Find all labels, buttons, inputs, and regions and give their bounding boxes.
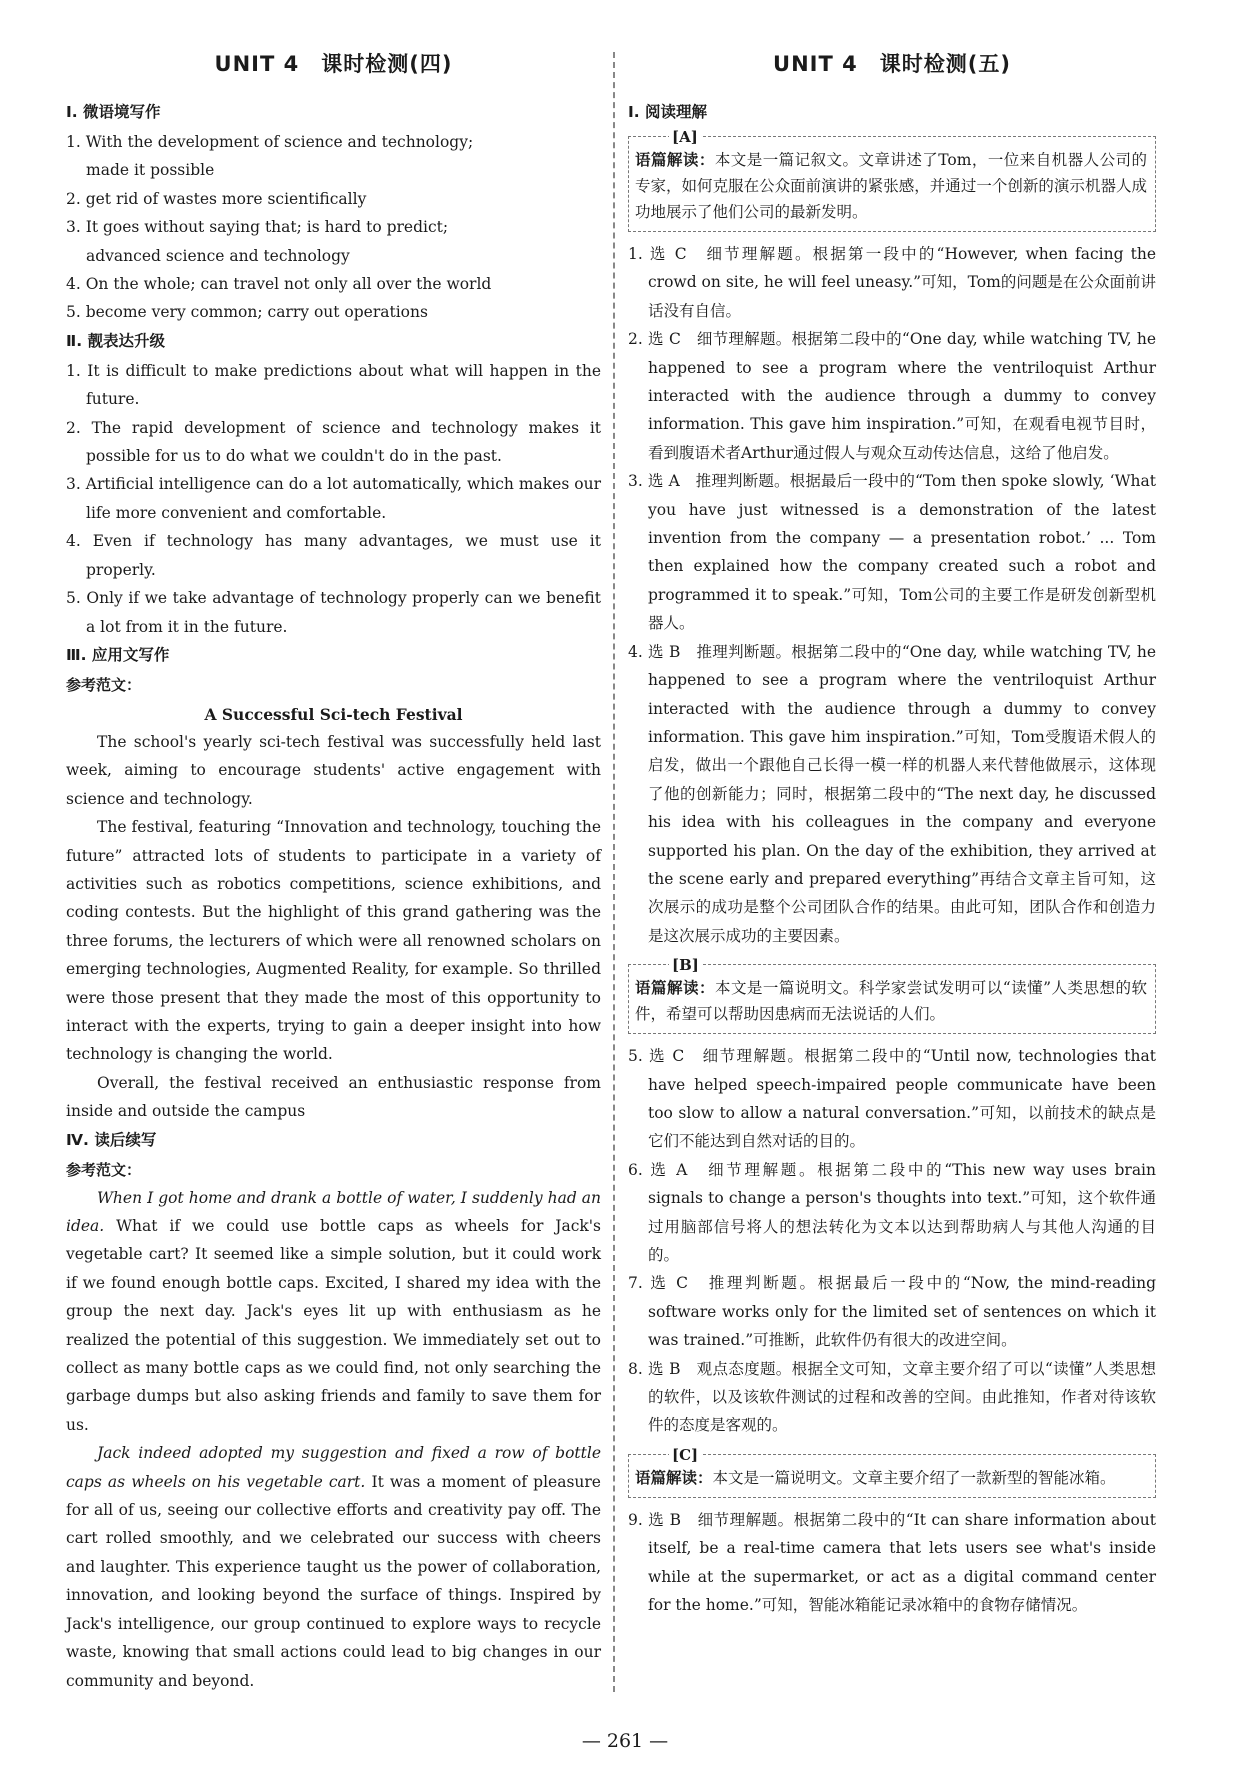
answer-item: 3. 选 A 推理判断题。根据最后一段中的“Tom then spoke slowly, ‘What you have just witnessed is a demonstration of the latest invention from the company — a presentation robot.’ ... Tom then explained how the company created such a robot and programmed it to speak.”可知，Tom公司的主要工作是研发创新型机器人。 [628, 472, 1156, 633]
essay-paragraph [66, 1184, 601, 1440]
essay-title: A Successful Sci-tech Festival [204, 704, 463, 724]
page-number: — 261 — [581, 1730, 669, 1752]
answer-item: 5. 选 C 细节理解题。根据第二段中的“Until now, technologies that have helped speech-impaired people communicate have been too slow to allow a natural conversation.”可知，以前技术的缺点是它们不能达到自然对话的目的。 [628, 1047, 1156, 1151]
passage-summary-box [628, 1445, 1156, 1498]
answer-item: 2. 选 C 细节理解题。根据第二段中的“One day, while watching TV, he happened to see a program where the ventriloquist Arthur interacted with the audience through a dummy to convey information. This gave him inspiration.”可知，在观看电视节目时，看到腹语术者Arthur通过假人与观众互动传达信息，这给了他启发。 [628, 330, 1156, 462]
summary-label: 语篇解读： [635, 151, 715, 169]
passage-summary-box [628, 956, 1156, 1034]
passage-summary-box [628, 128, 1156, 232]
essay-paragraph: The school's yearly sci-tech festival was successfully held last week, aiming to encourage students' active engagement with science and technology. [66, 732, 601, 808]
answer-item: 8. 选 B 观点态度题。根据全文可知，文章主要介绍了可以“读懂”人类思想的软件，以及该软件测试的过程和改善的空间。由此推知，作者对待该软件的态度是客观的。 [628, 1359, 1156, 1435]
paragraph-body: It was a moment of pleasure for all of us, seeing our collective efforts and creativity pay off. The cart rolled smoothly, and we celebrated our success with cheers and laughter. This experience taught us the power of collaboration, innovation, and looking beyond the surface of things. Inspired by Jack's intelligence, our group continued to explore ways to recycle waste, knowing that small actions could lead to big changes in our community and beyond. [66, 1472, 601, 1690]
list-item: 4. On the whole; can travel not only all over the world [66, 275, 492, 294]
reference-label: 参考范文： [66, 675, 142, 694]
essay-paragraph: Overall, the festival received an enthusiastic response from inside and outside the campus [66, 1073, 601, 1121]
given-opening-sentence: When I got home and drank a bottle of water, I suddenly had an idea. [66, 1188, 601, 1235]
summary-text: 本文是一篇说明文。文章主要介绍了一款新型的智能冰箱。 [712, 1468, 1116, 1487]
essay-paragraph [66, 1439, 601, 1695]
list-item: 5. Only if we take advantage of technology properly can we benefit a lot from it in the future. [66, 589, 601, 636]
answer-item: 6. 选 A 细节理解题。根据第二段中的“This new way uses brain signals to change a person's thoughts into text.”可知，这个软件通过用脑部信号将人的想法转化为文本以达到帮助病人与其他人沟通的目的。 [628, 1160, 1156, 1264]
list-item: 3. It goes without saying that; is hard to predict; [66, 218, 449, 237]
list-item: 2. get rid of wastes more scientifically [66, 189, 367, 208]
passage-tag: [B] [669, 952, 702, 978]
section-heading: Ⅳ. 读后续写 [66, 1130, 157, 1149]
answer-item: 9. 选 B 细节理解题。根据第二段中的“It can share information about itself, be a real-time camera that lets users see what's inside while at the supermarket, or act as a digital command center for the home.”可知，智能冰箱能记录冰箱中的食物存储情况。 [628, 1510, 1156, 1615]
section-heading: Ⅲ. 应用文写作 [66, 645, 170, 664]
summary-label: 语篇解读： [635, 1468, 713, 1487]
list-item: 3. Artificial intelligence can do a lot automatically, which makes our life more convenient and comfortable. [66, 475, 601, 522]
section-heading: Ⅰ. 微语境写作 [66, 103, 161, 121]
summary-text: 本文是一篇说明文。科学家尝试发明可以“读懂”人类思想的软件，希望可以帮助因患病而无法说话的人们。 [635, 979, 1147, 1024]
answer-item: 7. 选 C 推理判断题。根据最后一段中的“Now, the mind-reading software works only for the limited set of sentences on which it was trained.”可推断，此软件仍有很大的改进空间。 [628, 1274, 1156, 1350]
list-item: 2. The rapid development of science and technology makes it possible for us to do what we couldn't do in the past. [66, 418, 601, 466]
essay-paragraph: The festival, featuring “Innovation and technology, touching the future” attracted lots of students to participate in a variety of activities such as robotics competitions, science exhibitions, and coding contests. But the highlight of this grand gathering was the three forums, the lecturers of which were all renowned scholars on emerging technologies, Augmented Reality, for example. So thrilled were those present that they made the most of this opportunity to interact with the experts, trying to gain a deeper insight into how technology is changing the world. [66, 818, 601, 1064]
column-divider [613, 52, 615, 1692]
left-column [66, 44, 601, 1695]
section-heading: Ⅰ. 阅读理解 [628, 103, 708, 121]
right-column [628, 44, 1156, 1619]
summary-label: 语篇解读： [635, 979, 715, 998]
list-item-continuation: advanced science and technology [86, 246, 350, 265]
given-opening-sentence: Jack indeed adopted my suggestion and fixed a row of bottle caps as wheels on his vegetable cart. [66, 1444, 601, 1491]
answer-item: 4. 选 B 推理判断题。根据第二段中的“One day, while watching TV, he happened to see a program where the ventriloquist Arthur interacted with the audience through a dummy to convey information. This gave him inspiration.”可知，Tom受腹语术假人的启发，做出一个跟他自己长得一模一样的机器人来代替他做展示，这体现了他的创新能力；同时，根据第二段中的“The next day, he discussed his idea with his colleagues in the company and everyone supported his plan. On the day of the exhibition, they arrived at the scene early and prepared everything”再结合文章主旨可知，这次展示的成功是整个公司团队合作的结果。由此可知，团队合作和创造力是这次展示成功的主要因素。 [628, 642, 1156, 945]
reference-label: 参考范文： [66, 1160, 142, 1179]
right-unit-title: UNIT 4 课时检测(五) [773, 52, 1011, 76]
list-item: 1. It is difficult to make predictions about what will happen in the future. [66, 361, 601, 409]
list-item: 5. become very common; carry out operations [66, 303, 428, 322]
list-item: 4. Even if technology has many advantages, we must use it properly. [66, 532, 601, 579]
left-unit-title: UNIT 4 课时检测(四) [214, 52, 453, 76]
passage-tag: [A] [669, 124, 701, 150]
section-heading: Ⅱ. 靓表达升级 [66, 331, 165, 350]
list-item: 1. With the development of science and technology; [66, 133, 474, 151]
passage-tag: [C] [669, 1442, 701, 1468]
answer-item: 1. 选 C 细节理解题。根据第一段中的“However, when facing the crowd on site, he will feel uneasy.”可知，Tom的问题是在公众面前讲话没有自信。 [628, 245, 1156, 320]
summary-text: 本文是一篇记叙文。文章讲述了Tom，一位来自机器人公司的专家，如何克服在公众面前演讲的紧张感，并通过一个创新的演示机器人成功地展示了他们公司的最新发明。 [635, 151, 1147, 221]
list-item-continuation: made it possible [86, 161, 215, 180]
paragraph-body: What if we could use bottle caps as wheels for Jack's vegetable cart? It seemed like a simple solution, but it could work if we found enough bottle caps. Excited, I shared my idea with the group the next day. Jack's eyes lit up with enthusiasm as he realized the potential of this suggestion. We immediately set out to collect as many bottle caps as we could find, not only searching the garbage dumps but also asking friends and family to save them for us. [66, 1217, 601, 1434]
